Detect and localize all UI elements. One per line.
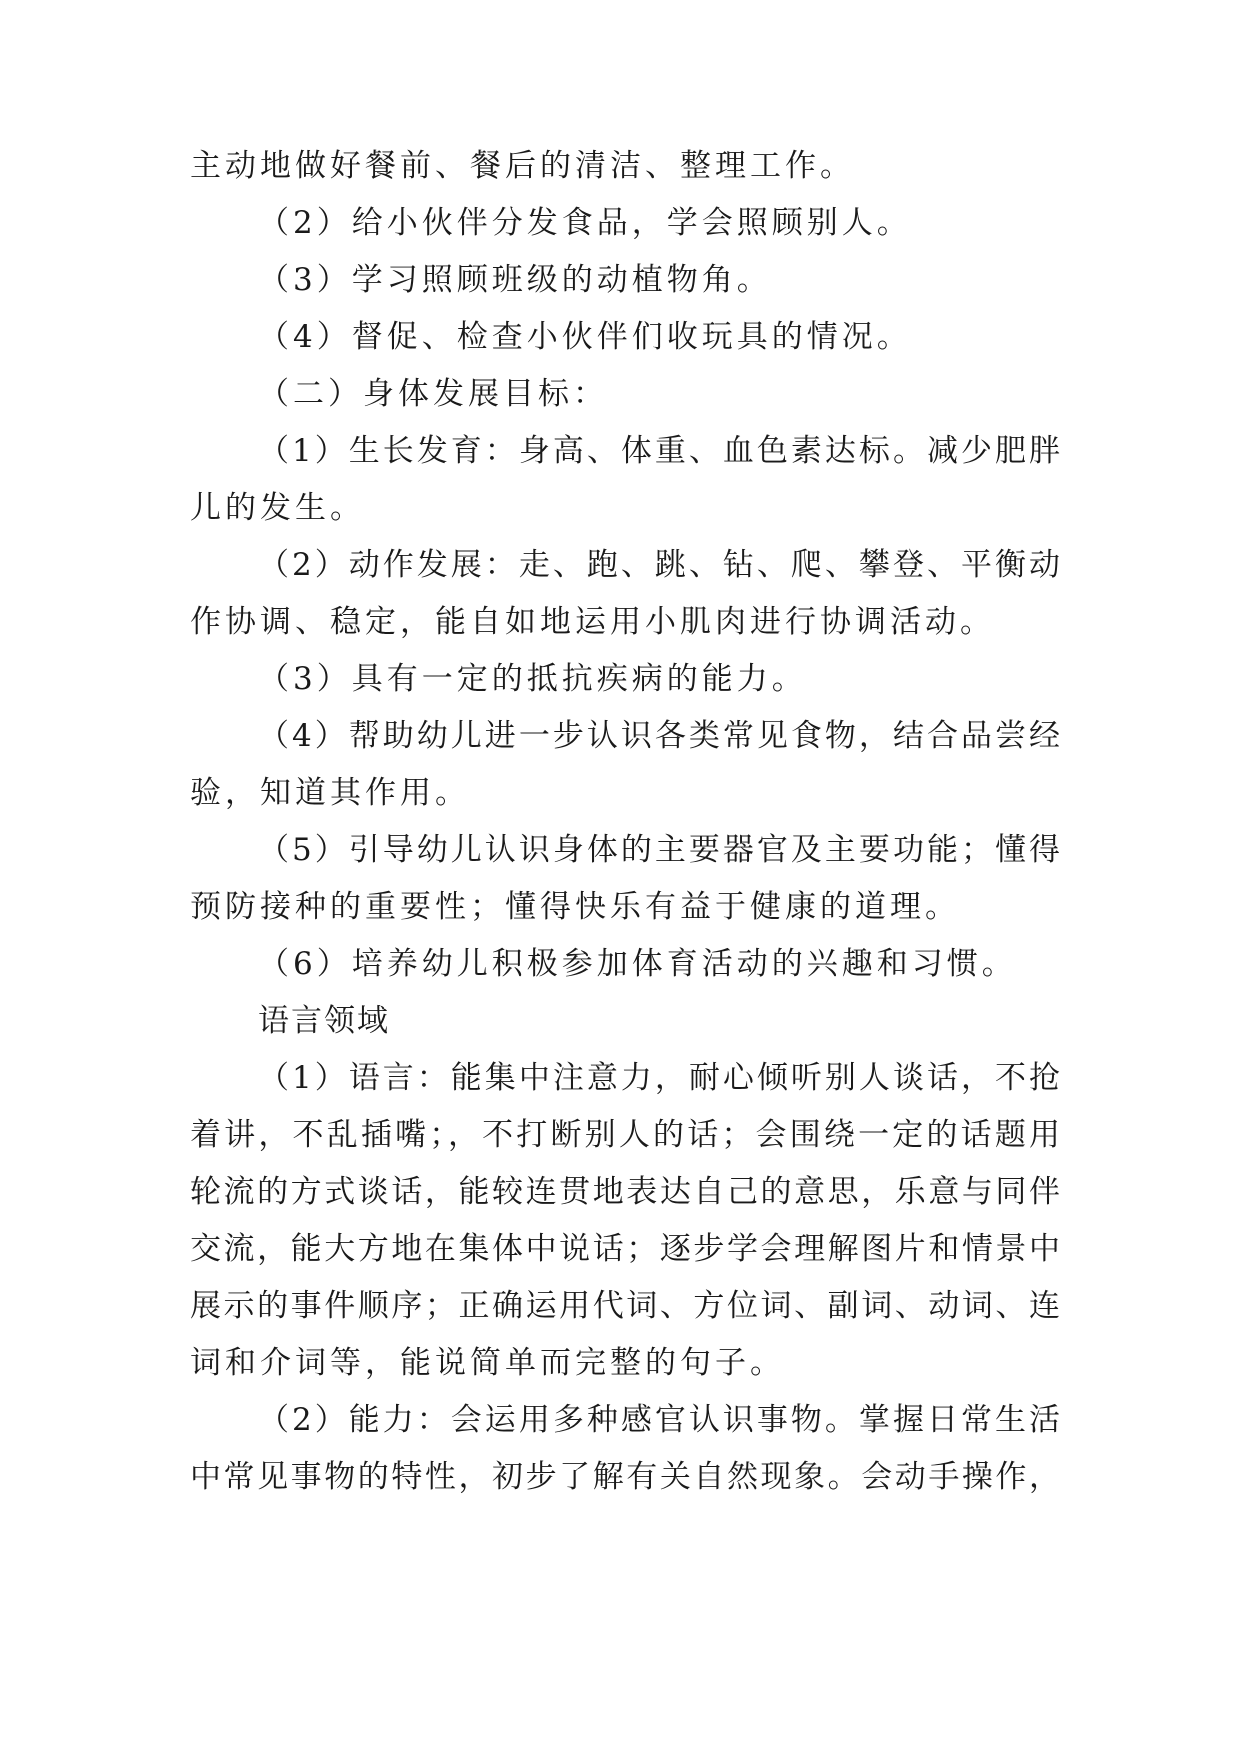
text-line: （6）培养幼儿积极参加体育活动的兴趣和习惯。 (258, 946, 1017, 982)
text-line: （3）具有一定的抵抗疾病的能力。 (258, 661, 807, 697)
text-line: 轮流的方式谈话，能较连贯地表达自己的意思，乐意与同伴 (190, 1174, 1060, 1210)
text-line: 作协调、稳定，能自如地运用小肌肉进行协调活动。 (190, 604, 995, 640)
text-line: （1）语言：能集中注意力，耐心倾听别人谈话，不抢 (258, 1060, 1060, 1096)
text-line: （2）给小伙伴分发食品，学会照顾别人。 (258, 205, 912, 241)
text-line: 中常见事物的特性，初步了解有关自然现象。会动手操作， (190, 1459, 1060, 1495)
text-line: （2）能力：会运用多种感官认识事物。掌握日常生活 (258, 1402, 1060, 1438)
text-line: （4）帮助幼儿进一步认识各类常见食物，结合品尝经 (258, 718, 1060, 754)
text-line: 预防接种的重要性；懂得快乐有益于健康的道理。 (190, 889, 960, 925)
text-line: （3）学习照顾班级的动植物角。 (258, 262, 772, 298)
text-line: 验，知道其作用。 (190, 775, 470, 811)
text-line: 主动地做好餐前、餐后的清洁、整理工作。 (190, 148, 855, 184)
text-line: 着讲，不乱插嘴；，不打断别人的话；会围绕一定的话题用 (190, 1117, 1060, 1153)
text-line: （4）督促、检查小伙伴们收玩具的情况。 (258, 319, 912, 355)
text-line: （5）引导幼儿认识身体的主要器官及主要功能；懂得 (258, 832, 1060, 868)
text-line: （2）动作发展：走、跑、跳、钻、爬、攀登、平衡动 (258, 547, 1060, 583)
section-heading: （二）身体发展目标： (258, 376, 608, 412)
section-heading: 语言领域 (258, 1003, 390, 1039)
text-line: 展示的事件顺序；正确运用代词、方位词、副词、动词、连 (190, 1288, 1060, 1324)
text-line: 词和介词等，能说简单而完整的句子。 (190, 1345, 785, 1381)
text-line: 交流，能大方地在集体中说话；逐步学会理解图片和情景中 (190, 1231, 1060, 1267)
text-line: （1）生长发育：身高、体重、血色素达标。减少肥胖 (258, 433, 1060, 469)
text-line: 儿的发生。 (190, 490, 365, 526)
